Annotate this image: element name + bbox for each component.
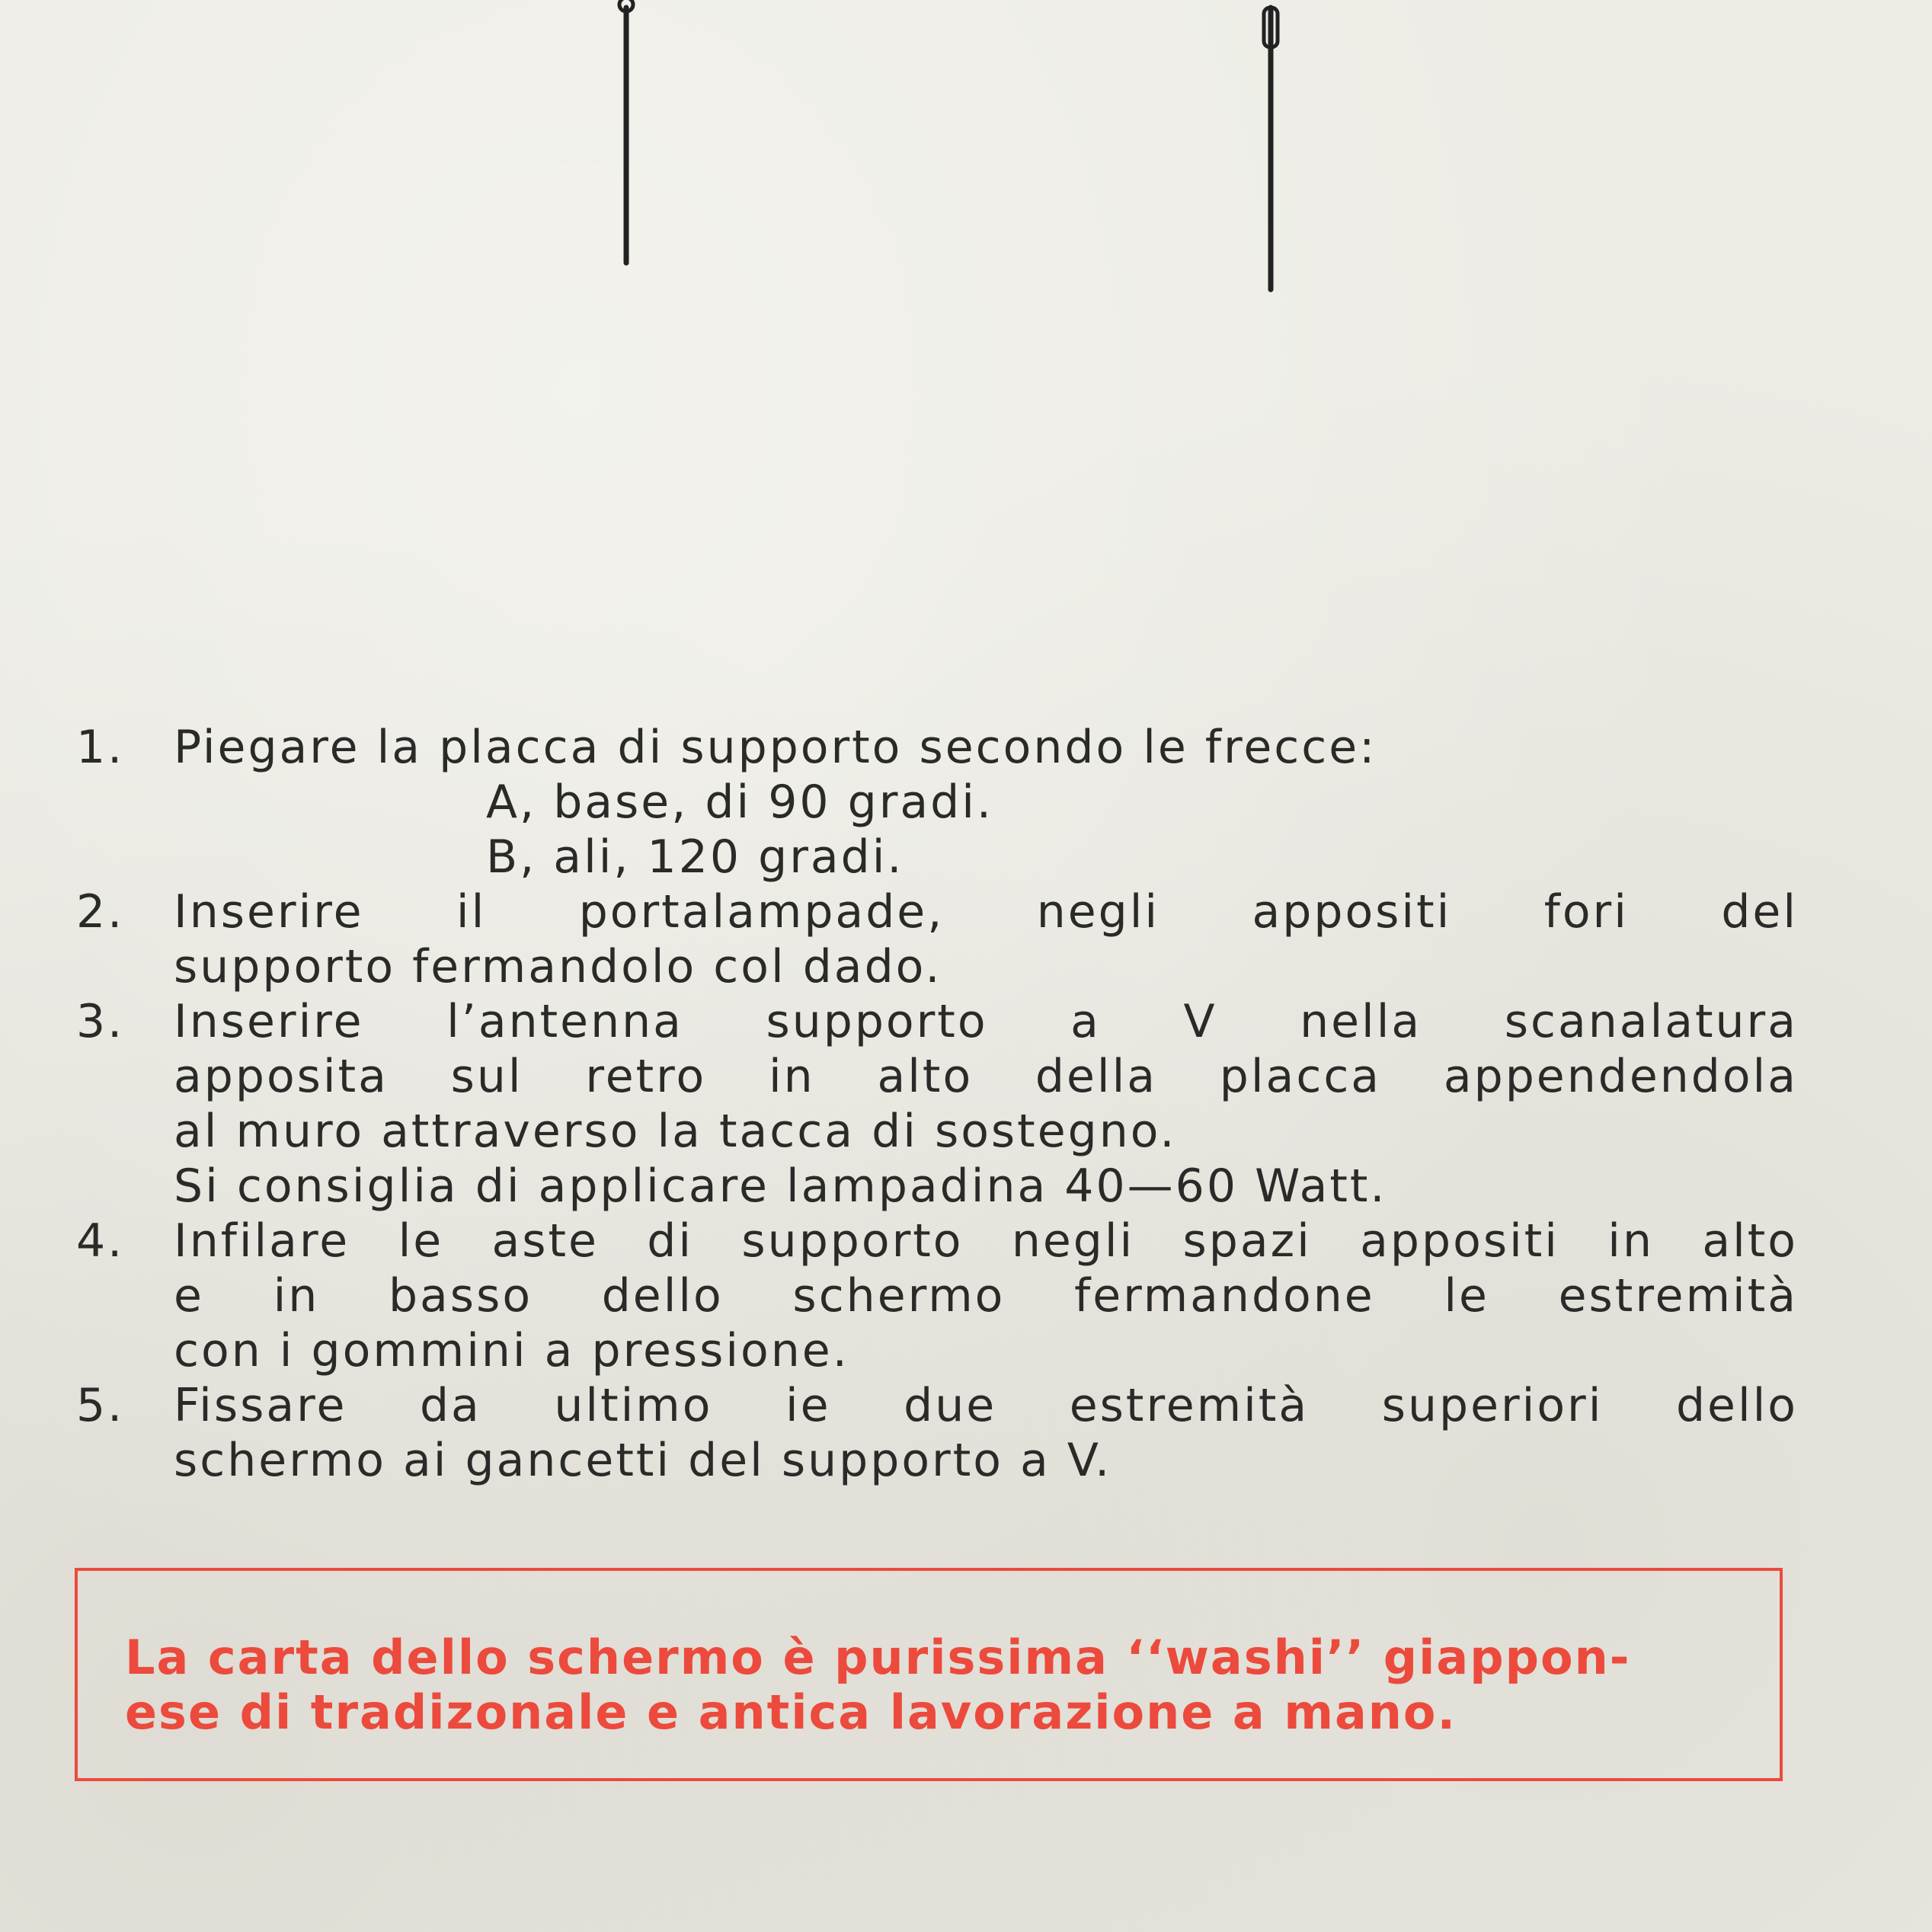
step-body [174,994,1798,1214]
lamp-rods-illustration [0,0,1932,320]
step-line: Inserire il portalampade, negli appositi fori del [174,885,1798,939]
step-line: schermo ai gancetti del supporto a V. [174,1434,1112,1487]
step-number: 5. [76,1379,125,1432]
step-number: 2. [76,885,125,939]
left-rod [619,0,633,263]
step-4 [76,1214,1798,1378]
step-body [174,1214,1798,1378]
step-body [174,884,1798,994]
note-line: ese di tradizonale e antica lavorazione a mano. [125,1684,1457,1740]
washi-paper-note-box [75,1568,1783,1781]
step-line: Piegare la placca di supporto secondo le frecce: [174,721,1377,774]
note-line: La carta dello schermo è purissima ‘‘washi’’ giappon- [125,1630,1631,1685]
right-rod [1264,8,1278,289]
step-number: 1. [76,721,125,774]
instructions-list [76,720,1798,1488]
step-line: apposita sul retro in alto della placca appendendola [174,1050,1798,1103]
step-line: Inserire l’antenna supporto a V nella scanalatura [174,995,1798,1048]
step-body [174,1378,1798,1488]
step-line: A, base, di 90 gradi. [486,776,993,829]
step-number: 4. [76,1214,125,1268]
step-line: al muro attraverso la tacca di sostegno. [174,1105,1177,1158]
step-body [174,720,1798,884]
step-line: supporto fermandolo col dado. [174,940,942,993]
step-line: Infilare le aste di supporto negli spazi appositi in alto [174,1214,1798,1268]
step-5 [76,1378,1798,1488]
step-line: B, ali, 120 gradi. [486,830,904,884]
step-3 [76,994,1798,1214]
step-number: 3. [76,995,125,1048]
step-line: con i gommini a pressione. [174,1324,849,1377]
step-line: Fissare da ultimo ie due estremità superiori dello [174,1379,1798,1432]
step-line: Si consiglia di applicare lampadina 40—60 Watt. [174,1160,1387,1213]
step-line: e in basso dello schermo fermandone le estremità [174,1269,1798,1323]
step-1 [76,720,1798,884]
washi-paper-note [125,1630,1740,1740]
step-2 [76,884,1798,994]
